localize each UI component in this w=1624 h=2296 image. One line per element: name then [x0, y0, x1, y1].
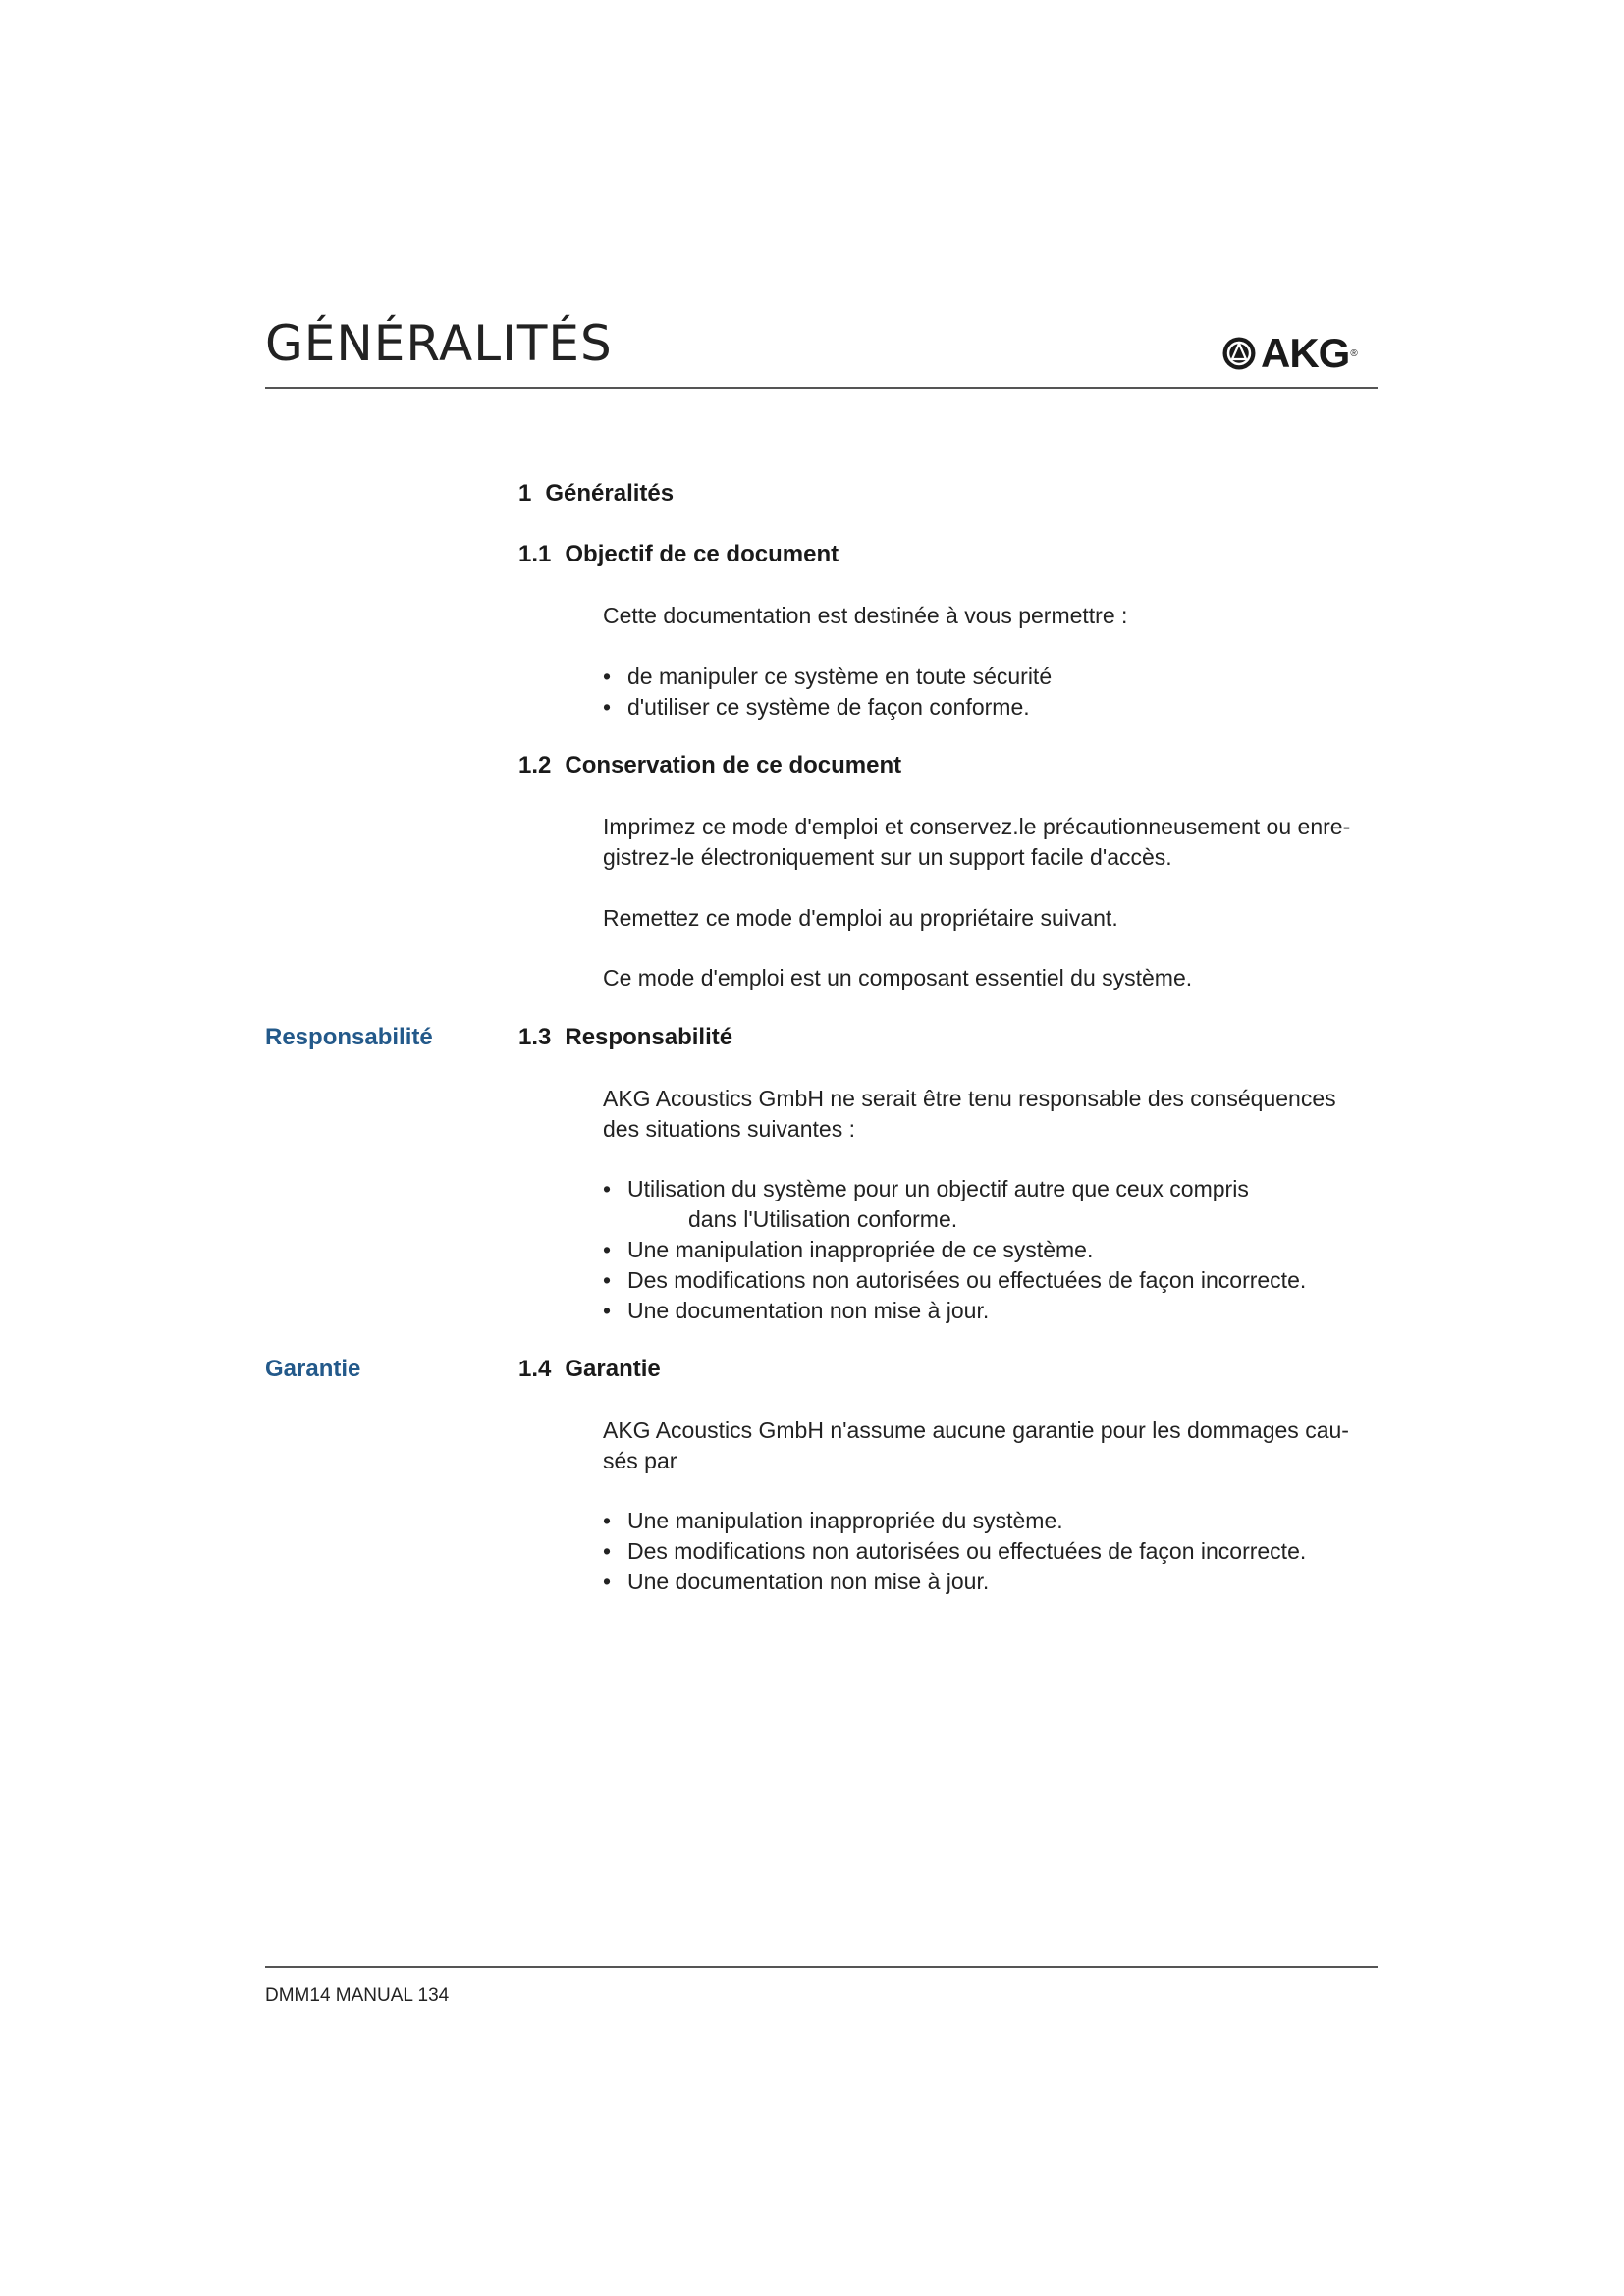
side-label-garantie: Garantie [265, 1356, 361, 1382]
footer-page-label: DMM14 MANUAL 134 [265, 1985, 450, 2005]
akg-logo-mark-icon [1221, 336, 1257, 371]
paragraph: Imprimez ce mode d'emploi et conservez.le précautionneusement ou enregistrez-le électroniquement sur un support facile d'accès. [603, 814, 1351, 870]
paragraph: Cette documentation est destinée à vous permettre : [603, 603, 1128, 628]
header-divider [265, 387, 1378, 389]
list-item: • de manipuler ce système en toute sécurité [603, 662, 1379, 692]
heading-text: Conservation de ce document [565, 752, 902, 778]
logo-text: AKG [1261, 330, 1350, 376]
logo-registered-mark: ® [1350, 347, 1358, 359]
list-item: • Des modifications non autorisées ou effectuées de façon incorrecte. [603, 1265, 1379, 1296]
heading-1-4 [518, 1356, 661, 1384]
akg-logo [1221, 330, 1358, 376]
heading-number: 1.4 [518, 1356, 552, 1382]
list-item: • Une manipulation inappropriée du système. [603, 1506, 1379, 1536]
heading-number: 1.3 [518, 1024, 552, 1050]
list-item-continuation: dans l'Utilisation conforme. [688, 1206, 958, 1232]
heading-1-3 [518, 1024, 732, 1052]
heading-1-2 [518, 752, 901, 780]
paragraph: Remettez ce mode d'emploi au propriétaire suivant. [603, 905, 1118, 931]
heading-1 [518, 480, 674, 508]
paragraph: AKG Acoustics GmbH n'assume aucune garantie pour les dommages causés par [603, 1417, 1349, 1473]
heading-text: Objectif de ce document [565, 541, 839, 567]
list-item: • d'utiliser ce système de façon conforme. [603, 692, 1379, 722]
heading-1-1 [518, 541, 839, 569]
bullet-list [603, 1174, 1379, 1326]
list-item [603, 1174, 1379, 1235]
heading-text: Garantie [565, 1356, 661, 1382]
heading-text: Responsabilité [565, 1024, 733, 1050]
bullet-list [603, 662, 1379, 722]
paragraph: Ce mode d'emploi est un composant essentiel du système. [603, 965, 1193, 990]
bullet-list [603, 1506, 1379, 1597]
list-item: • Des modifications non autorisées ou effectuées de façon incorrecte. [603, 1536, 1379, 1567]
heading-number: 1.1 [518, 541, 552, 567]
heading-number: 1.2 [518, 752, 552, 778]
list-item: • Une documentation non mise à jour. [603, 1296, 1379, 1326]
heading-text: Généralités [545, 480, 675, 507]
side-label-responsabilite: Responsabilité [265, 1024, 433, 1050]
list-item-text: Utilisation du système pour un objectif autre que ceux compris [627, 1176, 1249, 1201]
list-item: • Une manipulation inappropriée de ce système. [603, 1235, 1379, 1265]
paragraph: AKG Acoustics GmbH ne serait être tenu responsable des conséquences des situations suivantes : [603, 1086, 1336, 1142]
page-title: GÉNÉRALITÉS [265, 315, 613, 372]
heading-number: 1 [518, 480, 532, 507]
footer-divider [265, 1966, 1378, 1968]
list-item: • Une documentation non mise à jour. [603, 1567, 1379, 1597]
